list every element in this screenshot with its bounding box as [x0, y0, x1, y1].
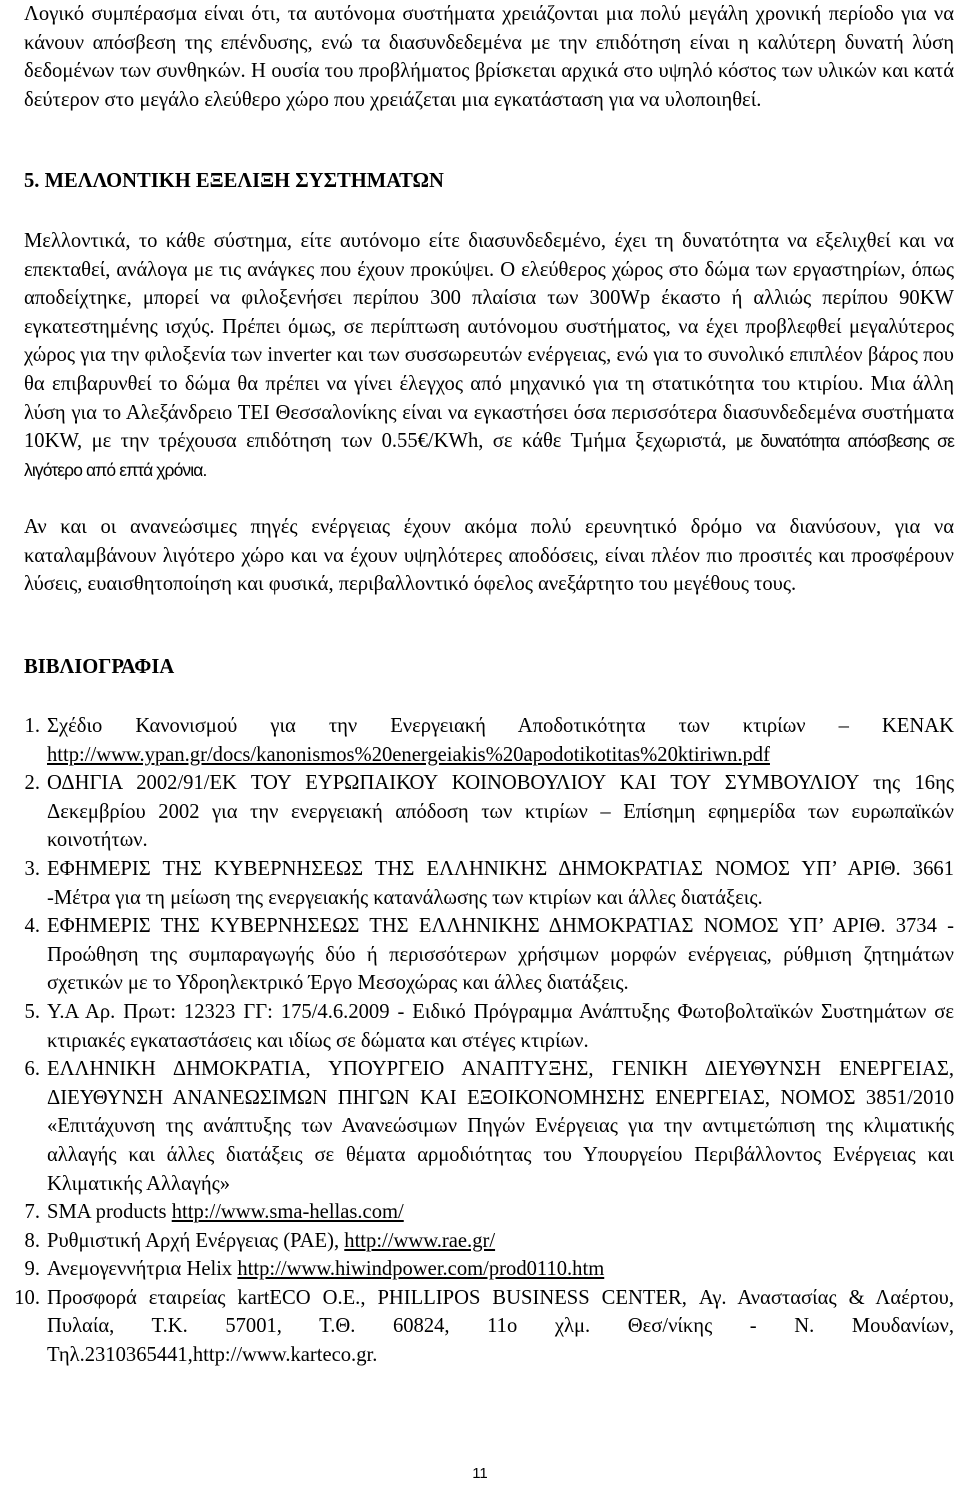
bibliography-item-number: 4. [24, 915, 40, 938]
bibliography-item-number: 9. [24, 1258, 40, 1281]
section-5-paragraph-2: Αν και οι ανανεώσιμες πηγές ενέργειας έχουν ακόμα πολύ ερευνητικό δρόμο να διανύσουν, για να καταλαμβάνουν λιγότερο χώρο και να έχουν υψηλότερες αποδόσεις, είναι πλέον πιο προσιτές και προσφέρουν λύσεις, ευαισθητοποίηση και φυσικά, περιβαλλοντικό όφελος ανεξάρτητο του μεγέθους τους. [24, 516, 954, 596]
bibliography-item-text: Υ.Α Αρ. Πρωτ: 12323 ΓΓ: 175/4.6.2009 - Ειδικό Πρόγραμμα Ανάπτυξης Φωτοβολταϊκών Συστημάτων σε κτιριακές εγκαταστάσεις και ιδίως σε δώματα και στέγες κτιρίων. [47, 1000, 954, 1052]
bibliography-item-link[interactable]: http://www.rae.gr/ [344, 1229, 496, 1252]
bibliography-heading: ΒΙΒΛΙΟΓΡΑΦΙΑ [24, 656, 175, 678]
bibliography-item-number: 6. [24, 1058, 40, 1081]
bibliography-item-number: 2. [24, 772, 40, 795]
bibliography-item-9 [0, 1255, 960, 1284]
bibliography-item-number: 5. [24, 1000, 40, 1023]
bibliography-item-text: ΕΦΗΜΕΡΙΣ ΤΗΣ ΚΥΒΕΡΝΗΣΕΩΣ ΤΗΣ ΕΛΛΗΝΙΚΗΣ ΔΗΜΟΚΡΑΤΙΑΣ ΝΟΜΟΣ ΥΠ’ ΑΡΙΘ. 3734 - Προώθηση της συμπαραγωγής δύο ή περισσότερων χρήσιμων μορφών ενέργειας, ρύθμιση ζητημάτων σχετικών με το Υδροηλεκτρικό Έργο Μεσοχώρας και άλλες διατάξεις. [47, 915, 954, 995]
bibliography-item-link[interactable]: http://www.ypan.gr/docs/kanonismos%20energeiakis%20apodotikotitas%20ktiriwn.pdf [47, 743, 770, 766]
bibliography-item-number: 3. [24, 857, 40, 880]
bibliography-item-8 [0, 1227, 960, 1256]
bibliography-item-2 [0, 769, 960, 855]
bibliography-item-7 [0, 1198, 960, 1227]
section-5-heading: 5. ΜΕΛΛΟΝΤΙΚΗ ΕΞΕΛΙΞΗ ΣΥΣΤΗΜΑΤΩΝ [24, 170, 444, 192]
bibliography-item-number: 1. [24, 715, 40, 737]
bibliography-item-text: Προσφορά εταιρείας kartECO O.E., PHILLIPOS BUSINESS CENTER, Αγ. Αναστασίας & Λαέρτου, Πυλαία, Τ.Κ. 57001, Τ.Θ. 60824, 11ο χλμ. Θεσ/νίκης - Ν. Μουδανίων, Τηλ.2310365441,http://www.karteco.gr. [47, 1286, 954, 1367]
bibliography-list [0, 712, 960, 1370]
bibliography-item-text: Ρυθμιστική Αρχή Ενέργειας (ΡΑΕ), [47, 1229, 345, 1252]
bibliography-item-number: 10. [14, 1286, 40, 1309]
bibliography-item-10 [0, 1284, 960, 1370]
section-5-paragraph-1-main: Μελλοντικά, το κάθε σύστημα, είτε αυτόνομο είτε διασυνδεδεμένο, έχει τη δυνατότητα να εξελιχθεί και να επεκταθεί, ανάλογα με τις ανάγκες που έχουν προκύψει. Ο ελεύθερος χώρος στο δώμα των εργαστηρίων, όπως αποδείχτηκε, μπορεί να φιλοξενήσει περίπου 300 πλαίσια των 300Wp έκαστο ή αλλιώς περίπου 90KW εγκατεστημένης ισχύς. Πρέπει όμως, σε περίπτωση αυτόνομου συστήματος, να έχει προβλεφθεί μεγαλύτερος χώρος για την φιλοξενία των inverter και των συσσωρευτών ενέργειας, ενώ για το συνολικό επιπλέον βάρος που θα επιβαρυνθεί το δώμα θα πρέπει να γίνει έλεγχος από μηχανικό για τη στατικότητα του κτιρίου. Μια άλλη λύση για το Αλεξάνδρειο ΤΕΙ Θεσσαλονίκης είναι να εγκαστήσει όσα περισσότερα διασυνδεδεμένα συστήματα 10KW, με την τρέχουσα επιδότηση των 0.55€/KWh, σε κάθε Τμήμα ξεχωριστά, [24, 230, 954, 453]
bibliography-item-link[interactable]: http://www.sma-hellas.com/ [171, 1201, 404, 1224]
bibliography-item-6 [0, 1055, 960, 1198]
bibliography-item-5 [0, 998, 960, 1055]
bibliography-item-text: SMA products [47, 1201, 172, 1224]
bibliography-item-text: ΕΦΗΜΕΡΙΣ ΤΗΣ ΚΥΒΕΡΝΗΣΕΩΣ ΤΗΣ ΕΛΛΗΝΙΚΗΣ ΔΗΜΟΚΡΑΤΙΑΣ ΝΟΜΟΣ ΥΠ’ ΑΡΙΘ. 3661 -Μέτρα για τη μείωση της ενεργειακής κατανάλωσης των κτιρίων και άλλες διατάξεις. [47, 857, 954, 909]
bibliography-item-1 [0, 712, 960, 769]
section-5-paragraph-1 [24, 227, 954, 484]
section-5-paragraph-1-tail: με δυνατότητα απόσβεσης σε λιγότερο από επτά χρόνια. [24, 431, 954, 480]
intro-paragraph: Λογικό συμπέρασμα είναι ότι, τα αυτόνομα συστήματα χρειάζονται μια πολύ μεγάλη χρονική περίοδο για να κάνουν απόσβεση της επένδυσης, ενώ τα διασυνδεδεμένα με την επιδότηση είναι η καλύτερη δυνατή λύση δεδομένων των συνθηκών. Η ουσία του προβλήματος βρίσκεται αρχικά στο υψηλό κόστος των υλικών και κατά δεύτερον στο μεγάλο ελεύθερο χώρο που χρειάζεται μια εγκατάσταση για να υλοποιηθεί. [24, 3, 954, 111]
bibliography-item-link[interactable]: http://www.hiwindpower.com/prod0110.htm [237, 1258, 605, 1281]
bibliography-item-number: 8. [24, 1229, 40, 1252]
bibliography-item-text: Ανεμογεννήτρια Helix [47, 1258, 238, 1281]
bibliography-item-4 [0, 912, 960, 998]
bibliography-item-text: ΕΛΛΗΝΙΚΗ ΔΗΜΟΚΡΑΤΙΑ, ΥΠΟΥΡΓΕΙΟ ΑΝΑΠΤΥΞΗΣ, ΓΕΝΙΚΗ ΔΙΕΥΘΥΝΣΗ ΕΝΕΡΓΕΙΑΣ, ΔΙΕΥΘΥΝΣΗ ΑΝΑΝΕΩΣΙΜΩΝ ΠΗΓΩΝ ΚΑΙ ΕΞΟΙΚΟΝΟΜΗΣΗΣ ΕΝΕΡΓΕΙΑΣ, ΝΟΜΟΣ 3851/2010 «Επιτάχυνση της ανάπτυξης των Ανανεώσιμων Πηγών Ενέργειας για την αντιμετώπιση της κλιματικής αλλαγής και άλλες διατάξεις σε θέματα αρμοδιότητας του Υπουργείου Περιβάλλοντος Ενέργειας και Κλιματικής Αλλαγής» [47, 1058, 954, 1195]
bibliography-item-text: Σχέδιο Κανονισμού για την Ενεργειακή Αποδοτικότητα των κτιρίων – ΚΕΝΑΚ [47, 715, 954, 737]
page-number: 11 [472, 1465, 488, 1482]
bibliography-item-text: ΟΔΗΓΙΑ 2002/91/ΕΚ ΤΟΥ ΕΥΡΩΠΑΙΚΟΥ ΚΟΙΝΟΒΟΥΛΙΟΥ ΚΑΙ ΤΟΥ ΣΥΜΒΟΥΛΙΟΥ της 16ης Δεκεμβρίου 2002 για την ενεργειακή απόδοση των κτιρίων – Επίσημη εφημερίδα των ευρωπαϊκών κοινοτήτων. [47, 772, 954, 852]
bibliography-item-number: 7. [24, 1201, 40, 1224]
bibliography-item-3 [0, 855, 960, 912]
